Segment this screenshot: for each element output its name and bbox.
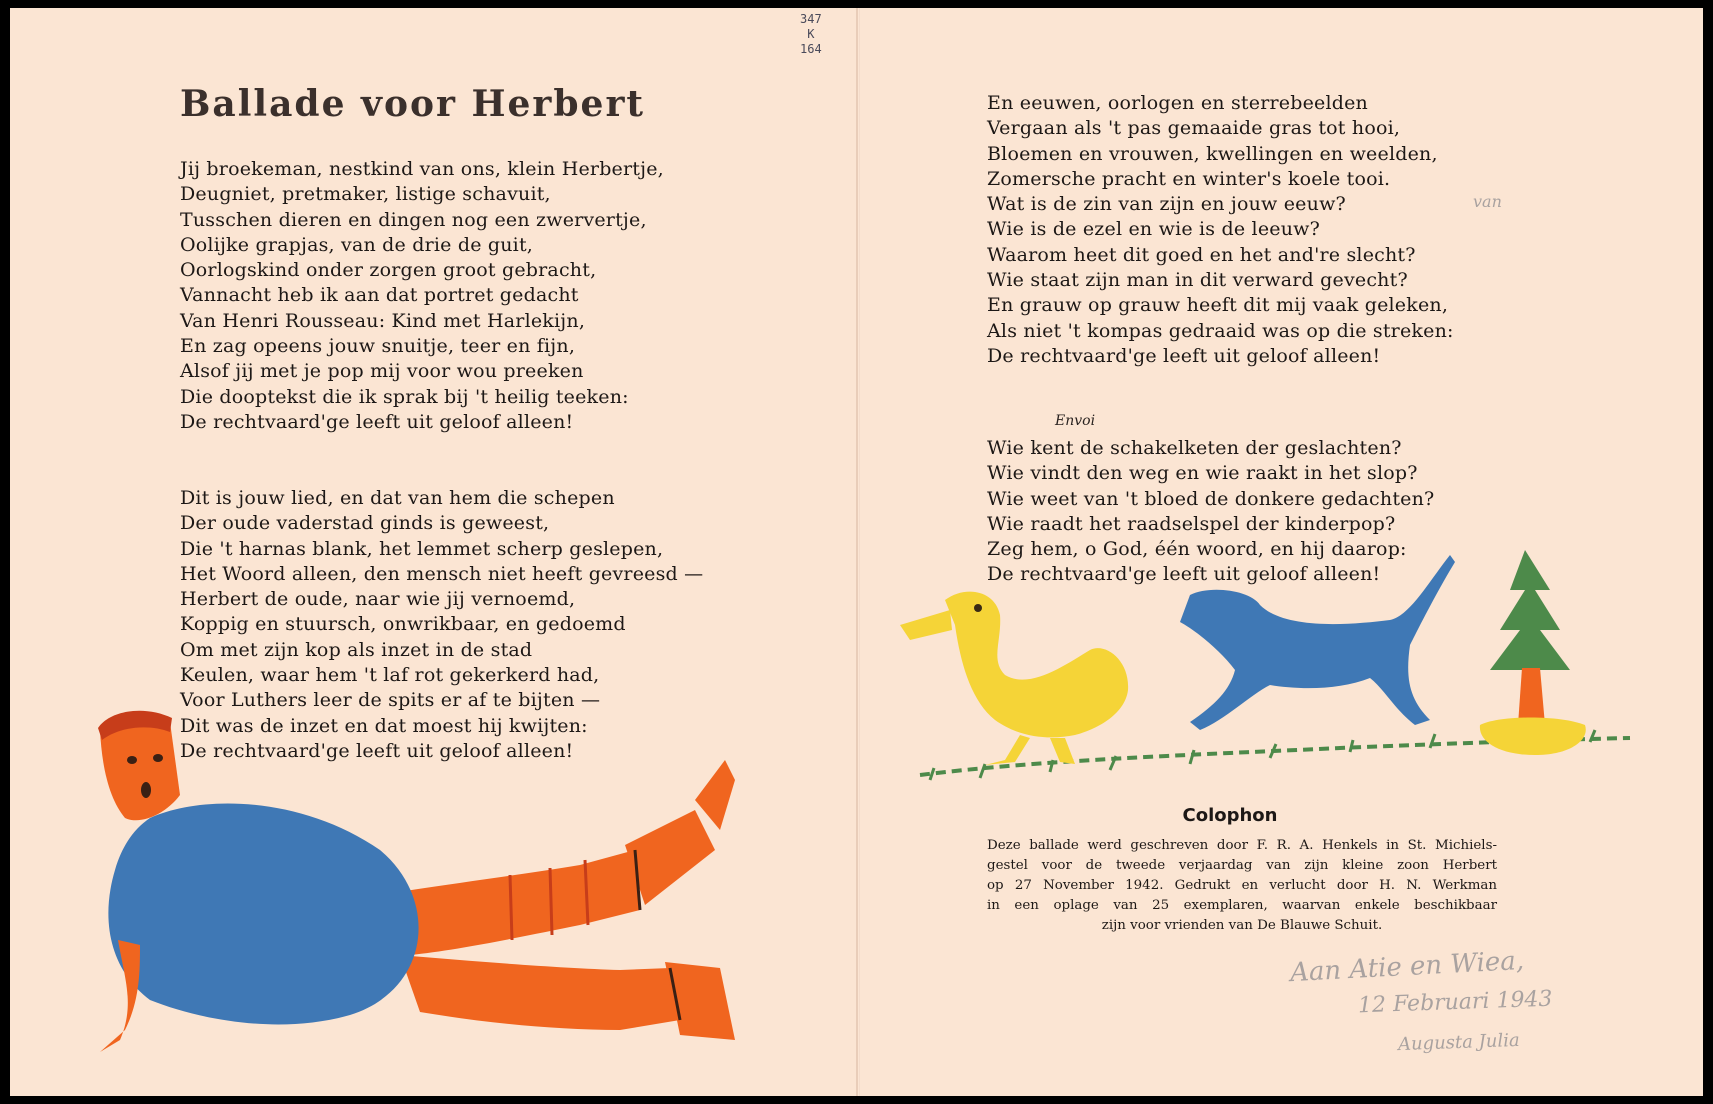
- foot-upper: [695, 760, 735, 830]
- verse-line: Oolijke grapjas, van de drie de guit,: [180, 233, 534, 256]
- handwritten-inscription: 12 Februari 1943: [1357, 986, 1553, 1019]
- cat-body: [1180, 555, 1455, 730]
- page-fold: [856, 8, 858, 1096]
- stanza-1: [180, 157, 664, 435]
- eye: [153, 754, 163, 762]
- verse-line: Zeg hem, o God, één woord, en hij daarop:: [987, 538, 1407, 561]
- verse-line: En grauw op grauw heeft dit mij vaak geleken,: [987, 294, 1449, 317]
- verse-line: Oorlogskind onder zorgen groot gebracht,: [180, 259, 597, 282]
- verse-line: Dit is jouw lied, en dat van hem die schepen: [180, 487, 615, 509]
- colophon-line: gestel voor de tweede verjaardag van zijn kleine zoon Herbert: [987, 858, 1497, 873]
- verse-line: Wie kent de schakelketen der geslachten?: [987, 437, 1402, 459]
- verse-line: De rechtvaard'ge leeft uit geloof alleen!: [180, 410, 574, 433]
- duck-eye: [974, 604, 982, 612]
- verse-line: Om met zijn kop als inzet in de stad: [180, 638, 533, 661]
- page-fold-shadow: [859, 8, 860, 1096]
- duck-body: [945, 592, 1128, 738]
- verse-line: Dit was de inzet en dat moest hij kwijten:: [180, 714, 588, 737]
- shelfmark-line: K: [807, 27, 815, 41]
- verse-line: Van Henri Rousseau: Kind met Harlekijn,: [180, 309, 586, 332]
- handwritten-inscription: Augusta Julia: [1397, 1029, 1521, 1056]
- verse-line: Tusschen dieren en dingen nog een zwervertje,: [180, 208, 647, 231]
- colophon-heading: Colophon: [1182, 805, 1278, 826]
- verse-line: Waarom heet dit goed en het and're slecht?: [987, 243, 1416, 266]
- verse-line: Deugniet, pretmaker, listige schavuit,: [180, 183, 551, 206]
- verse-line: Herbert de oude, naar wie jij vernoemd,: [180, 588, 576, 611]
- verse-line: Jij broekeman, nestkind van ons, klein Herbertje,: [180, 158, 664, 180]
- verse-line: Die dooptekst die ik sprak bij 't heilig teeken:: [180, 385, 629, 408]
- tree-crown: [1490, 550, 1570, 670]
- shelfmark-line: 347: [800, 12, 822, 26]
- verse-line: De rechtvaard'ge leeft uit geloof alleen!: [987, 563, 1381, 586]
- verse-line: En eeuwen, oorlogen en sterrebeelden: [987, 92, 1368, 114]
- colophon-line: op 27 November 1942. Gedrukt en verlucht door H. N. Werkman: [987, 878, 1497, 893]
- verse-line: Het Woord alleen, den mensch niet heeft gevreesd —: [180, 562, 704, 585]
- verse-line: Vergaan als 't pas gemaaide gras tot hooi,: [987, 117, 1401, 140]
- verse-line: De rechtvaard'ge leeft uit geloof alleen!: [987, 344, 1381, 367]
- colophon-text: [987, 836, 1497, 936]
- eye: [127, 756, 137, 764]
- verse-line: Als niet 't kompas gedraaid was op die streken:: [987, 319, 1454, 342]
- poem-title: Ballade voor Herbert: [180, 83, 646, 125]
- colophon-line: Deze ballade werd geschreven door F. R. A. Henkels in St. Michiels-: [987, 838, 1497, 853]
- verse-line: De rechtvaard'ge leeft uit geloof alleen!: [180, 739, 574, 762]
- verse-line: Voor Luthers leer de spits er af te bijten —: [180, 689, 601, 712]
- verse-line: Wie weet van 't bloed de donkere gedachten?: [987, 487, 1435, 510]
- duck-legs: [985, 735, 1075, 765]
- colophon-line: zijn voor vrienden van De Blauwe Schuit.: [1101, 918, 1383, 933]
- verse-line: En zag opeens jouw snuitje, teer en fijn,: [180, 335, 576, 358]
- duck-beak: [900, 610, 952, 640]
- verse-line: Keulen, waar hem 't laf rot gekerkerd had,: [180, 664, 600, 687]
- shelfmark-line: 164: [800, 42, 822, 56]
- verse-line: Wie vindt den weg en wie raakt in het slop?: [987, 462, 1418, 485]
- tree-trunk: [1518, 668, 1545, 725]
- shelfmark: [800, 12, 822, 57]
- colophon-line: in een oplage van 25 exemplaren, waarvan enkele beschikbaar: [987, 898, 1497, 913]
- verse-line: Wat is de zin van zijn en jouw eeuw?: [987, 193, 1346, 216]
- verse-line: Wie staat zijn man in dit verward gevecht?: [987, 269, 1408, 292]
- pencil-correction: van: [1473, 192, 1502, 211]
- verse-line: Wie raadt het raadselspel der kinderpop?: [987, 512, 1396, 535]
- verse-line: Koppig en stuursch, onwrikbaar, en gedoemd: [180, 613, 626, 636]
- stanza-3: [987, 91, 1454, 369]
- verse-line: Bloemen en vrouwen, kwellingen en weelden,: [987, 142, 1438, 165]
- animals-illustration: [890, 550, 1650, 810]
- reclining-figure-illustration: [80, 700, 740, 1060]
- verse-line: Wie is de ezel en wie is de leeuw?: [987, 218, 1320, 241]
- verse-line: Alsof jij met je pop mij voor wou preeken: [180, 360, 584, 383]
- handwritten-inscription: Aan Atie en Wiea,: [1289, 945, 1525, 989]
- verse-line: Zomersche pracht en winter's koele tooi.: [987, 167, 1391, 190]
- lower-leg: [400, 955, 680, 1030]
- verse-line: Die 't harnas blank, het lemmet scherp geslepen,: [180, 537, 664, 560]
- envoi-label: Envoi: [1055, 413, 1096, 429]
- tree-pot: [1480, 718, 1586, 756]
- mouth: [141, 782, 151, 798]
- verse-line: Vannacht heb ik aan dat portret gedacht: [180, 284, 579, 307]
- verse-line: Der oude vaderstad ginds is geweest,: [180, 512, 550, 535]
- torso: [108, 803, 418, 1024]
